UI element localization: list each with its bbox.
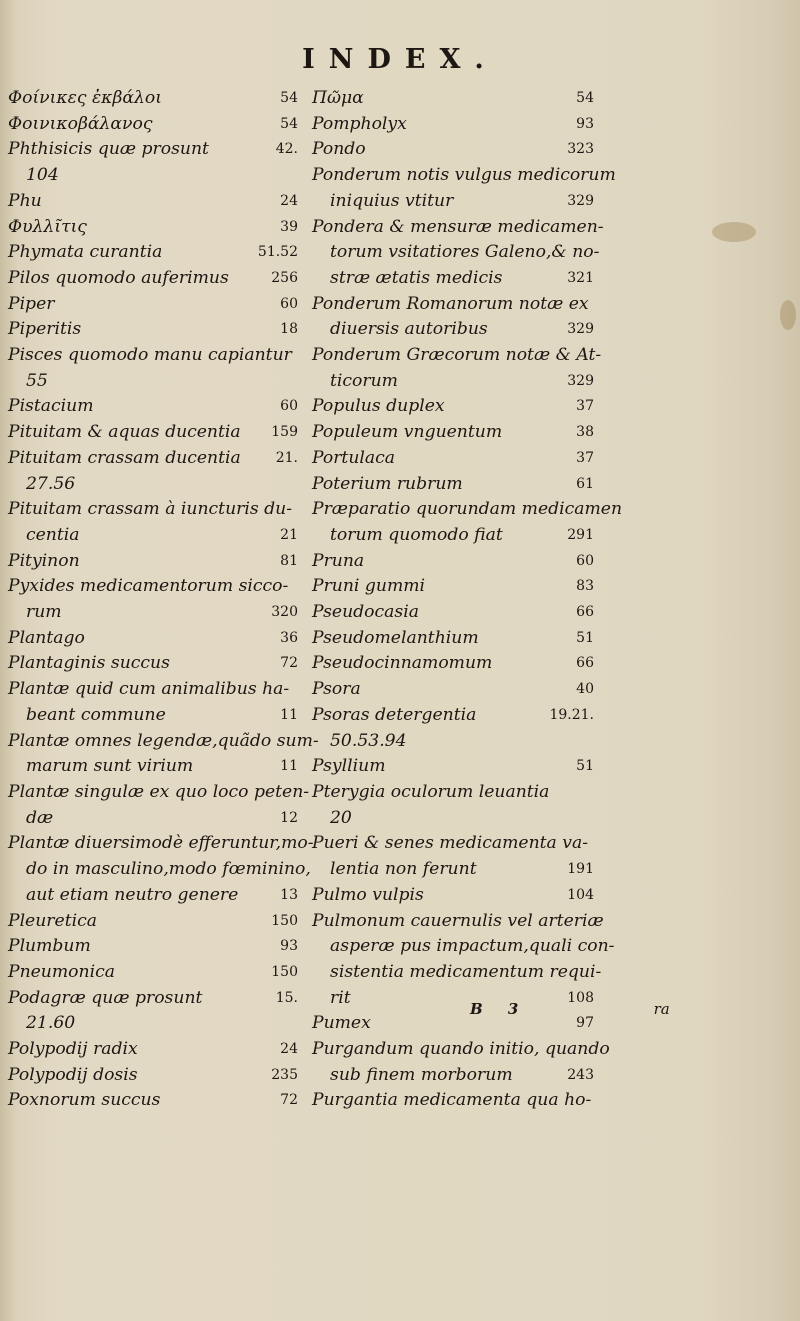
page-reference: 104 — [567, 886, 594, 903]
page-reference: 54 — [280, 115, 298, 132]
index-entry — [8, 780, 310, 831]
page-reference: 51 — [576, 758, 594, 775]
entry-text-line: Pituitam & aquas ducentia — [8, 422, 241, 443]
entry-text-line: Pituitam crassam à iuncturis du- — [8, 499, 293, 520]
page-reference: 329 — [567, 192, 594, 209]
index-entry — [8, 651, 298, 677]
entry-text-line: Plantaginis succus — [8, 653, 170, 674]
index-entry — [312, 394, 594, 420]
page-reference: 51 — [576, 629, 594, 646]
page-reference: 24 — [280, 192, 298, 209]
index-entry — [8, 677, 298, 728]
entry-text-line: Pterygia oculorum leuantia — [312, 781, 550, 802]
entry-text-line: Pistacium — [8, 396, 94, 417]
index-entry — [312, 549, 594, 575]
entry-text-line: Pseudocasia — [312, 602, 419, 623]
right-index-column — [312, 86, 623, 1114]
paper-stain — [780, 300, 796, 330]
index-entry — [312, 420, 594, 446]
entry-text-line: Pompholyx — [312, 113, 407, 134]
page-reference: 329 — [567, 372, 594, 389]
index-entry — [8, 112, 298, 138]
entry-text-line: ticorum — [330, 370, 398, 391]
entry-text-line: Podagræ quæ prosunt — [8, 987, 203, 1008]
index-entry — [8, 86, 298, 112]
index-entry — [8, 960, 298, 986]
index-entry — [8, 1088, 298, 1114]
index-entry — [8, 1037, 298, 1063]
entry-text-line: 20 — [330, 807, 352, 828]
entry-text-line: Psora — [312, 679, 361, 700]
entry-text-line: marum sunt virium — [26, 756, 194, 777]
index-entry — [312, 909, 615, 1012]
index-entry — [312, 780, 594, 831]
page-reference: 61 — [576, 475, 594, 492]
entry-text-line: Piper — [8, 293, 55, 314]
index-entry — [8, 343, 298, 394]
page-title: INDEX. — [302, 44, 498, 75]
entry-text-line: Pseudomelanthium — [312, 627, 479, 648]
entry-text-line: stræ ætatis medicis — [330, 267, 503, 288]
entry-text-line: Pumex — [312, 1013, 371, 1034]
index-entry — [312, 600, 594, 626]
entry-text-line: Pruni gummi — [312, 576, 426, 597]
entry-text-line: rit — [330, 987, 351, 1008]
index-entry — [8, 626, 298, 652]
page-reference: 60 — [280, 295, 298, 312]
index-entry — [8, 317, 298, 343]
page-reference: 320 — [271, 604, 298, 621]
index-entry — [312, 1088, 594, 1114]
entry-text-line: Phthisicis quæ prosunt — [8, 139, 209, 160]
entry-text-line: Purgantia medicamenta qua ho- — [312, 1090, 592, 1111]
index-entry — [8, 729, 319, 780]
page-reference: 36 — [280, 629, 298, 646]
entry-text-line: sub finem morborum — [330, 1064, 513, 1085]
index-entry — [8, 240, 298, 266]
page-reference: 93 — [280, 938, 298, 955]
signature-number: 3 — [507, 1000, 519, 1018]
entry-text-line: aut etiam neutro genere — [26, 884, 239, 905]
page-reference: 97 — [576, 1015, 594, 1032]
entry-text-line: Plantæ quid cum animalibus ha- — [8, 679, 290, 700]
index-entry — [8, 574, 298, 625]
entry-text-line: Poterium rubrum — [312, 473, 463, 494]
page-reference: 42. — [275, 141, 298, 158]
index-entry — [8, 446, 298, 497]
index-entry — [312, 703, 594, 754]
entry-text-line: do in masculino,modo fœminino, — [26, 859, 311, 880]
page-reference: 256 — [271, 269, 298, 286]
entry-text-line: Pneumonica — [8, 961, 115, 982]
page-reference: 60 — [576, 552, 594, 569]
entry-text-line: torum quomodo fiat — [330, 524, 503, 545]
page-reference: 18 — [280, 321, 298, 338]
index-entry — [8, 549, 298, 575]
entry-text-line: Pseudocinnamomum — [312, 653, 493, 674]
index-entry — [312, 831, 594, 882]
entry-text-line: Φοινικοβάλανος — [8, 113, 153, 134]
entry-text-line: Ponderum Græcorum notæ & At- — [312, 345, 602, 366]
page-reference: 21. — [275, 449, 298, 466]
entry-text-line: Pondo — [312, 139, 366, 160]
entry-text-line: Πῶμα — [312, 88, 364, 108]
page-reference: 81 — [280, 552, 298, 569]
entry-text-line: Plantæ singulæ ex quo loco peten- — [8, 781, 310, 802]
entry-text-line: Portulaca — [312, 447, 396, 468]
page-reference: 40 — [576, 681, 594, 698]
signature-mark: B — [470, 1000, 483, 1018]
page-reference: 329 — [567, 321, 594, 338]
index-entry — [312, 472, 594, 498]
signature-line — [470, 1000, 690, 1018]
index-entry — [8, 1063, 298, 1089]
index-entry — [312, 446, 594, 472]
page-reference: 15. — [275, 989, 298, 1006]
page-reference: 13 — [280, 886, 298, 903]
page-reference: 150 — [271, 963, 298, 980]
page-reference: 54 — [280, 90, 298, 106]
entry-text-line: Plantago — [8, 627, 85, 648]
index-entry — [8, 420, 298, 446]
page-reference: 235 — [271, 1066, 298, 1083]
entry-text-line: Pleuretica — [8, 910, 97, 931]
entry-text-line: 104 — [26, 165, 59, 186]
left-index-column — [8, 86, 319, 1114]
entry-text-line: Pueri & senes medicamenta va- — [312, 833, 589, 854]
entry-text-line: Plantæ omnes legendæ,quãdo sum- — [8, 730, 319, 751]
index-entry — [312, 626, 594, 652]
entry-text-line: Pilos quomodo auferimus — [8, 267, 229, 288]
page-reference: 191 — [567, 861, 594, 878]
entry-text-line: dæ — [26, 807, 54, 828]
page-reference: 72 — [280, 655, 298, 672]
page-reference: 24 — [280, 1041, 298, 1058]
page-reference: 54 — [576, 90, 594, 106]
page-reference: 37 — [576, 449, 594, 466]
page-reference: 108 — [567, 989, 594, 1006]
entry-text-line: Psoras detergentia — [312, 704, 477, 725]
page-reference: 243 — [567, 1066, 594, 1083]
index-entry — [8, 986, 298, 1037]
page-reference: 66 — [576, 604, 594, 621]
entry-text-line: asperæ pus impactum,quali con- — [330, 936, 615, 957]
page-reference: 60 — [280, 398, 298, 415]
index-entry — [312, 292, 594, 343]
index-entry — [312, 215, 604, 292]
entry-text-line: Pruna — [312, 550, 365, 571]
entry-text-line: Piperitis — [8, 319, 82, 340]
entry-text-line: Psyllium — [312, 756, 386, 777]
page-reference: 38 — [576, 424, 594, 441]
entry-text-line: Pisces quomodo manu capiantur — [8, 345, 292, 366]
page-reference: 72 — [280, 1092, 298, 1109]
entry-text-line: Plumbum — [8, 936, 91, 957]
entry-text-line: lentia non ferunt — [330, 859, 477, 880]
entry-text-line: centia — [26, 524, 80, 545]
page-reference: 21 — [280, 526, 298, 543]
entry-text-line: Pityinon — [8, 550, 80, 571]
page-reference: 93 — [576, 115, 594, 132]
entry-text-line: Polypodij radix — [8, 1039, 138, 1060]
entry-text-line: diuersis autoribus — [330, 319, 488, 340]
index-entry — [312, 1037, 610, 1088]
index-entry — [8, 292, 298, 318]
page-reference: 291 — [567, 526, 594, 543]
index-entry — [312, 112, 594, 138]
entry-text-line: Pituitam crassam ducentia — [8, 447, 241, 468]
page-reference: 83 — [576, 578, 594, 595]
entry-text-line: Phu — [8, 190, 42, 211]
index-entry — [312, 163, 616, 214]
entry-text-line: Phymata curantia — [8, 242, 163, 263]
index-entry — [8, 189, 298, 215]
index-entry — [8, 831, 314, 908]
index-entry — [312, 677, 594, 703]
index-entry — [312, 86, 594, 112]
page-reference: 12 — [280, 809, 298, 826]
page-reference: 19.21. — [549, 706, 594, 723]
entry-text-line: Purgandum quando initio, quando — [312, 1039, 610, 1060]
entry-text-line: Pulmo vulpis — [312, 884, 424, 905]
page-reference: 159 — [271, 424, 298, 441]
page-reference: 11 — [280, 706, 298, 723]
entry-text-line: 27.56 — [26, 473, 76, 494]
page-reference: 39 — [280, 218, 298, 235]
entry-text-line: sistentia medicamentum requi- — [330, 961, 602, 982]
entry-text-line: Populus duplex — [312, 396, 445, 417]
index-entry — [312, 574, 594, 600]
index-entry — [8, 266, 298, 292]
index-entry — [312, 137, 594, 163]
entry-text-line: 21.60 — [26, 1013, 76, 1034]
page-reference: 321 — [567, 269, 594, 286]
entry-text-line: rum — [26, 602, 62, 623]
index-entry — [312, 651, 594, 677]
entry-text-line: Φυλλῖτις — [8, 216, 87, 237]
entry-text-line: Præparatio quorundam medicamen — [312, 499, 623, 520]
index-entry — [312, 883, 594, 909]
entry-text-line: Φοίνικες ἐκβάλοι — [8, 88, 162, 108]
page-reference: 323 — [567, 141, 594, 158]
index-entry — [312, 754, 594, 780]
entry-text-line: Pulmonum cauernulis vel arteriæ — [312, 910, 604, 931]
entry-text-line: Populeum vnguentum — [312, 422, 503, 443]
page-reference: 11 — [280, 758, 298, 775]
entry-text-line: iniquius vtitur — [330, 190, 454, 211]
entry-text-line: Polypodij dosis — [8, 1064, 138, 1085]
entry-text-line: torum vsitatiores Galeno,& no- — [330, 242, 600, 263]
index-entry — [312, 497, 623, 548]
index-entry — [8, 909, 298, 935]
entry-text-line: Poxnorum succus — [8, 1090, 161, 1111]
entry-text-line: 55 — [26, 370, 48, 391]
paper-stain — [712, 222, 756, 242]
entry-text-line: Plantæ diuersimodè efferuntur,mo- — [8, 833, 314, 854]
page-reference: 37 — [576, 398, 594, 415]
catchword: ra — [653, 1000, 670, 1018]
index-entry — [8, 497, 298, 548]
index-entry — [8, 934, 298, 960]
entry-text-line: Ponderum Romanorum notæ ex — [312, 293, 589, 314]
index-entry — [312, 343, 602, 394]
entry-text-line: Pondera & mensuræ medicamen- — [312, 216, 604, 237]
page-reference: 51.52 — [257, 244, 298, 261]
entry-text-line: beant commune — [26, 704, 166, 725]
entry-text-line: 50.53.94 — [330, 730, 407, 751]
index-entry — [8, 394, 298, 420]
entry-text-line: Pyxides medicamentorum sicco- — [8, 576, 289, 597]
index-entry — [8, 137, 298, 188]
page-reference: 66 — [576, 655, 594, 672]
index-entry — [8, 215, 298, 241]
page-reference: 150 — [271, 912, 298, 929]
entry-text-line: Ponderum notis vulgus medicorum — [312, 165, 616, 186]
